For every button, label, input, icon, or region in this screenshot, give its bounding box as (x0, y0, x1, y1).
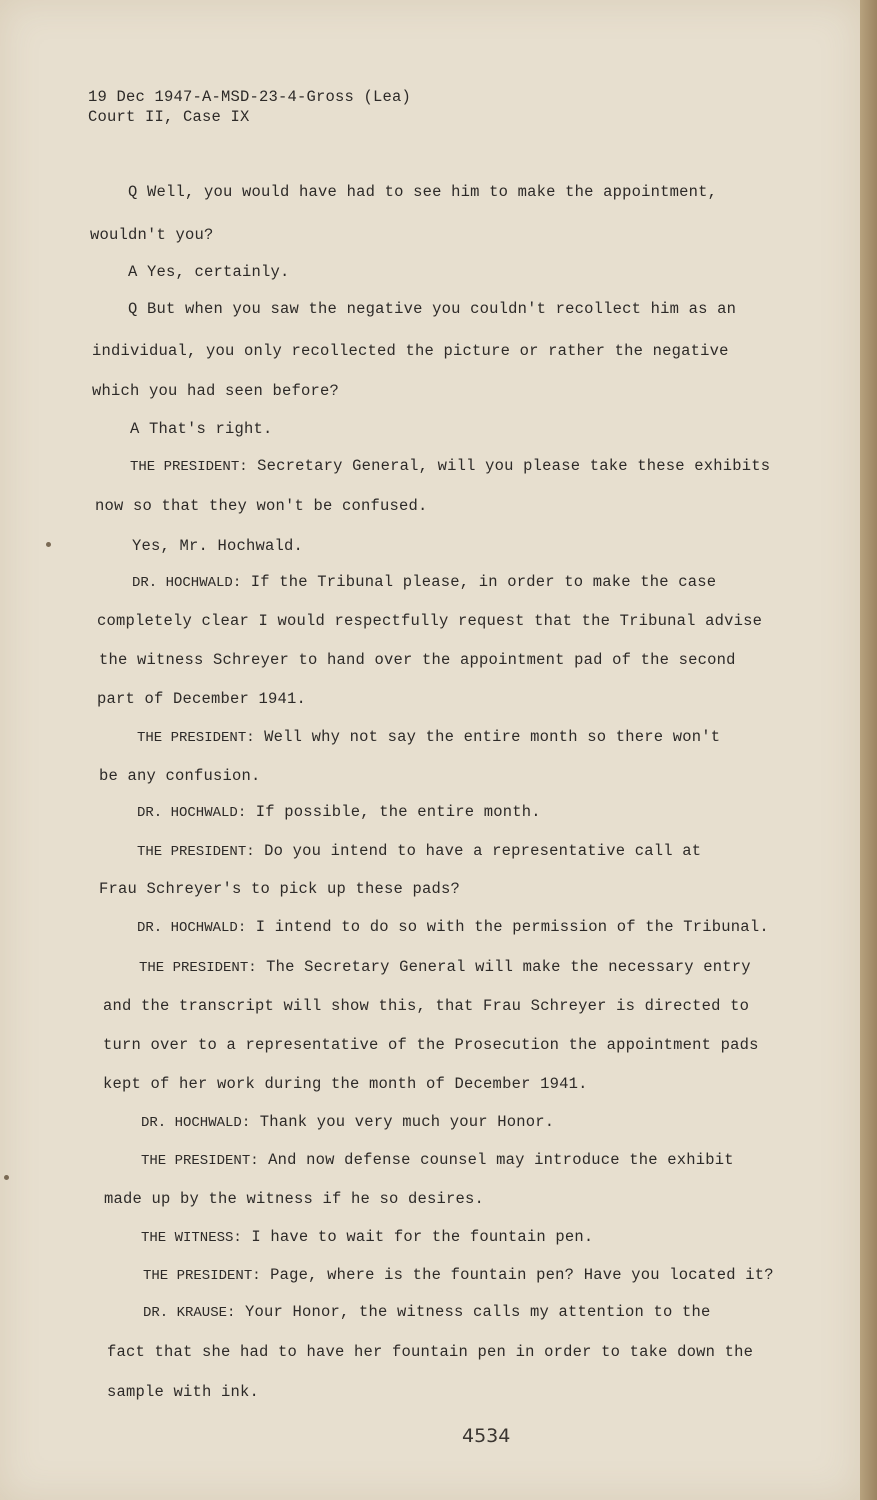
line-text: be any confusion. (99, 767, 261, 785)
line-text: I intend to do so with the permission of the Tribunal. (255, 918, 769, 936)
line-text: I have to wait for the fountain pen. (251, 1228, 594, 1246)
line-text: Page, where is the fountain pen? Have you located it? (270, 1266, 774, 1284)
transcript-line (137, 842, 701, 860)
punch-hole (46, 542, 51, 547)
speaker-label: THE PRESIDENT: (139, 960, 257, 976)
transcript-line (128, 263, 290, 281)
speaker-label: Q (128, 300, 138, 318)
transcript-line (107, 1343, 753, 1361)
transcript-line (141, 1228, 593, 1246)
transcript-line (143, 1266, 774, 1284)
transcript-line (137, 728, 720, 746)
line-text: turn over to a representative of the Prosecution the appointment pads (103, 1036, 759, 1054)
transcript-line (90, 226, 214, 244)
transcript-line (99, 767, 261, 785)
transcript-line (92, 382, 339, 400)
line-text: completely clear I would respectfully request that the Tribunal advise (97, 612, 763, 630)
line-text: Your Honor, the witness calls my attention to the (244, 1303, 711, 1321)
transcript-line (107, 1383, 259, 1401)
line-text: now so that they won't be confused. (95, 497, 428, 515)
line-text: Thank you very much your Honor. (259, 1113, 555, 1131)
transcript-line (128, 183, 717, 201)
line-text: And now defense counsel may introduce the exhibit (268, 1151, 734, 1169)
line-text: Well why not say the entire month so there won't (264, 728, 721, 746)
line-text: Secretary General, will you please take these exhibits (257, 457, 771, 475)
line-text: made up by the witness if he so desires. (104, 1190, 485, 1208)
line-text: sample with ink. (107, 1383, 260, 1401)
line-text: wouldn't you? (90, 226, 214, 244)
header-line-2: Court II, Case IX (88, 108, 250, 126)
transcript-line (99, 651, 736, 669)
speaker-label: THE PRESIDENT: (141, 1153, 259, 1169)
transcript-line (132, 573, 716, 591)
header-line-1: 19 Dec 1947-A-MSD-23-4-Gross (Lea) (88, 88, 412, 106)
line-text: Yes, Mr. Hochwald. (132, 537, 304, 555)
line-text: If the Tribunal please, in order to make the case (250, 573, 717, 591)
transcript-line (128, 300, 736, 318)
line-text: Do you intend to have a representative call at (264, 842, 702, 860)
line-text: That's right. (149, 420, 273, 438)
speaker-label: DR. HOCHWALD: (141, 1115, 251, 1131)
transcript-line (103, 997, 749, 1015)
speaker-label: A (130, 420, 140, 438)
page-number: 4534 (462, 1425, 511, 1447)
line-text: and the transcript will show this, that Frau Schreyer is directed to (103, 997, 750, 1015)
speaker-label: THE WITNESS: (141, 1230, 242, 1246)
line-text: The Secretary General will make the necessary entry (266, 958, 751, 976)
line-text: fact that she had to have her fountain pen in order to take down the (107, 1343, 754, 1361)
line-text: Frau Schreyer's to pick up these pads? (99, 880, 461, 898)
line-text: which you had seen before? (92, 382, 340, 400)
speaker-label: THE PRESIDENT: (130, 459, 248, 475)
line-text: Well, you would have had to see him to make the appointment, (147, 183, 718, 201)
speaker-label: A (128, 263, 138, 281)
transcript-line (95, 497, 428, 515)
transcript-line (97, 690, 306, 708)
paper-edge (860, 0, 877, 1500)
speaker-label: Q (128, 183, 138, 201)
speaker-label: THE PRESIDENT: (143, 1268, 261, 1284)
line-text: the witness Schreyer to hand over the appointment pad of the second (99, 651, 736, 669)
transcript-line (132, 537, 303, 555)
transcript-line (130, 457, 770, 475)
speaker-label: DR. KRAUSE: (143, 1305, 236, 1321)
transcript-line (141, 1151, 734, 1169)
transcript-line (139, 958, 751, 976)
speaker-label: THE PRESIDENT: (137, 730, 255, 746)
line-text: But when you saw the negative you couldn't recollect him as an (147, 300, 737, 318)
speaker-label: DR. HOCHWALD: (137, 920, 247, 936)
punch-hole (4, 1175, 9, 1180)
transcript-line (141, 1113, 554, 1131)
transcript-line (97, 612, 762, 630)
speaker-label: THE PRESIDENT: (137, 844, 255, 860)
line-text: individual, you only recollected the picture or rather the negative (92, 342, 729, 360)
speaker-label: DR. HOCHWALD: (137, 805, 247, 821)
line-text: kept of her work during the month of December 1941. (103, 1075, 588, 1093)
transcript-line (92, 342, 729, 360)
transcript-line (103, 1036, 759, 1054)
transcript-line (99, 880, 460, 898)
speaker-label: DR. HOCHWALD: (132, 575, 242, 591)
line-text: If possible, the entire month. (255, 803, 541, 821)
transcript-line (130, 420, 273, 438)
line-text: Yes, certainly. (147, 263, 290, 281)
transcript-line (104, 1190, 484, 1208)
transcript-line (143, 1303, 711, 1321)
transcript-line (137, 918, 769, 936)
transcript-line (137, 803, 541, 821)
line-text: part of December 1941. (97, 690, 307, 708)
transcript-line (103, 1075, 588, 1093)
